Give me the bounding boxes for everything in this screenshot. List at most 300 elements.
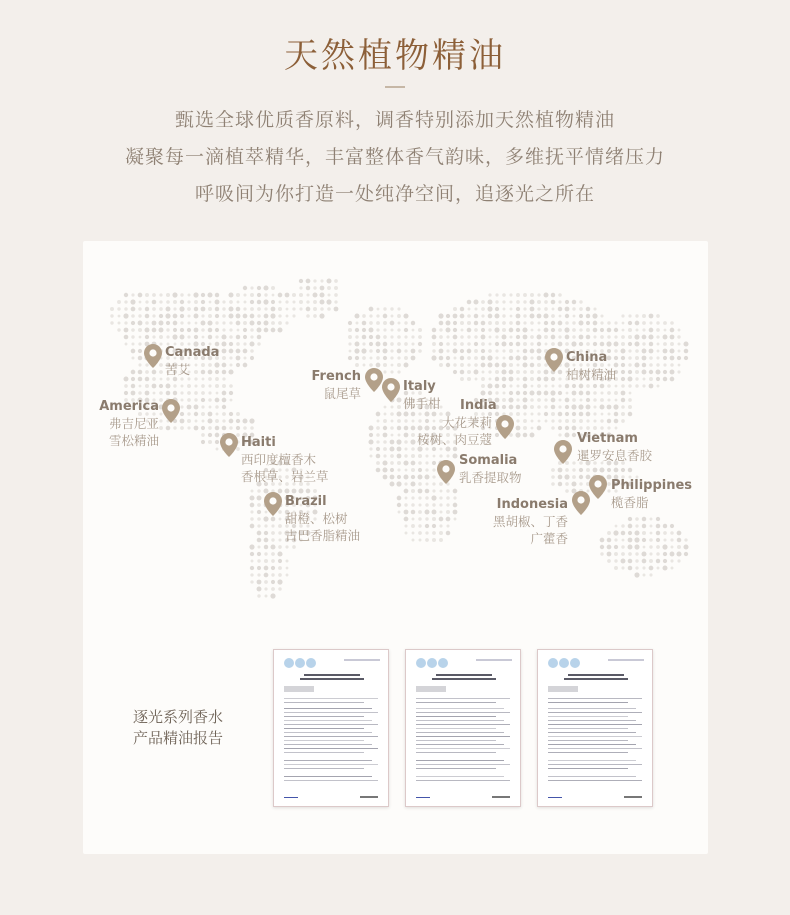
map-dot — [286, 574, 289, 577]
map-dot — [201, 405, 204, 408]
map-dot — [292, 545, 296, 549]
map-dot — [187, 426, 190, 429]
map-dot — [642, 356, 647, 361]
map-dot — [649, 559, 653, 563]
map-dot — [635, 517, 639, 521]
map-dot — [509, 405, 514, 410]
map-dot — [418, 349, 422, 353]
map-dot — [334, 300, 337, 303]
map-dot — [579, 482, 582, 485]
map-dot — [110, 307, 114, 311]
map-dot — [383, 363, 387, 367]
map-dot — [236, 363, 240, 367]
map-dot — [502, 363, 507, 368]
map-dot — [411, 349, 416, 354]
origin-material: 榄香脂 — [611, 495, 649, 510]
map-dot — [376, 349, 380, 353]
map-dot — [502, 300, 505, 303]
map-dot — [362, 356, 366, 360]
title-divider — [385, 86, 405, 88]
origin-america — [97, 399, 159, 449]
map-dot — [551, 328, 555, 332]
map-dot — [543, 313, 548, 318]
map-dot — [537, 335, 542, 340]
map-dot — [376, 328, 379, 331]
map-dot — [418, 524, 421, 527]
map-dot — [622, 329, 625, 332]
map-dot — [201, 433, 205, 437]
map-dot — [313, 286, 316, 289]
map-dot — [529, 390, 534, 395]
map-dot — [278, 314, 281, 317]
map-dot — [635, 566, 638, 569]
map-dot — [607, 419, 611, 423]
map-dot — [579, 342, 583, 346]
map-dot — [419, 539, 422, 542]
map-dot — [572, 328, 576, 332]
map-dot — [607, 321, 610, 324]
map-dot — [656, 321, 659, 324]
map-dot — [530, 349, 535, 354]
map-dot — [180, 419, 185, 424]
map-dot — [649, 349, 654, 354]
map-dot — [551, 419, 554, 422]
map-dot — [439, 510, 442, 513]
map-dot — [600, 321, 603, 324]
map-dot — [131, 370, 136, 375]
map-dot — [599, 404, 604, 409]
map-dot — [257, 510, 261, 514]
origin-material: 大花茉莉 — [441, 415, 492, 430]
map-dot — [509, 384, 512, 387]
map-dot — [257, 545, 260, 548]
map-dot — [628, 468, 632, 472]
map-dot — [649, 342, 653, 346]
map-dot — [558, 475, 563, 480]
map-dot — [551, 398, 556, 403]
location-pin-icon — [144, 344, 162, 368]
map-dot — [383, 307, 386, 310]
map-dot — [495, 356, 498, 359]
map-dot — [348, 342, 351, 345]
map-dot — [628, 538, 633, 543]
map-dot — [621, 552, 625, 556]
map-dot — [131, 328, 135, 332]
map-dot — [222, 391, 227, 396]
map-dot — [411, 454, 415, 458]
map-dot — [579, 475, 583, 479]
map-dot — [391, 434, 394, 437]
map-dot — [571, 341, 576, 346]
map-dot — [621, 524, 625, 528]
map-dot — [425, 482, 428, 485]
map-dot — [544, 300, 548, 304]
map-dot — [460, 335, 464, 339]
map-dot — [523, 433, 528, 438]
map-dot — [656, 545, 660, 549]
origin-map-panel — [83, 241, 708, 854]
map-dot — [180, 314, 184, 318]
map-dot — [404, 503, 407, 506]
map-dot — [418, 482, 422, 486]
map-dot — [530, 363, 535, 368]
map-dot — [600, 391, 603, 394]
map-dot — [663, 363, 666, 366]
map-dot — [607, 426, 610, 429]
map-dot — [285, 559, 288, 562]
map-dot — [306, 279, 311, 284]
map-dot — [236, 293, 240, 297]
report-label — [133, 707, 223, 749]
map-dot — [194, 335, 198, 339]
map-dot — [663, 524, 667, 528]
map-dot — [650, 532, 653, 535]
map-dot — [642, 342, 645, 345]
map-dot — [643, 546, 646, 549]
map-dot — [286, 567, 289, 570]
map-dot — [439, 531, 443, 535]
map-dot — [370, 357, 373, 360]
map-dot — [173, 384, 176, 387]
map-dot — [243, 363, 248, 368]
map-dot — [285, 293, 290, 298]
map-dot — [515, 432, 520, 437]
map-dot — [572, 433, 576, 437]
map-dot — [460, 314, 465, 319]
map-dot — [243, 342, 246, 345]
map-dot — [628, 398, 632, 402]
map-dot — [474, 349, 478, 353]
map-dot — [355, 335, 358, 338]
map-dot — [180, 328, 184, 332]
map-dot — [250, 335, 253, 338]
map-dot — [257, 566, 261, 570]
certificate-document-1[interactable] — [273, 649, 389, 807]
map-dot — [439, 496, 442, 499]
map-dot — [615, 427, 618, 430]
map-dot — [453, 321, 457, 325]
map-dot — [376, 447, 380, 451]
map-dot — [488, 391, 492, 395]
map-dot — [264, 328, 269, 333]
map-dot — [643, 378, 646, 381]
map-dot — [572, 468, 575, 471]
map-dot — [215, 419, 219, 423]
map-dot — [230, 399, 233, 402]
map-dot — [369, 433, 373, 437]
map-dot — [649, 363, 653, 367]
map-dot — [446, 503, 449, 506]
map-dot — [558, 426, 562, 430]
map-dot — [475, 378, 478, 381]
map-dot — [558, 293, 562, 297]
map-dot — [383, 440, 387, 444]
map-dot — [508, 397, 513, 402]
map-dot — [242, 418, 247, 423]
map-dot — [292, 307, 295, 310]
map-dot — [516, 335, 520, 339]
map-dot — [495, 293, 498, 296]
map-dot — [607, 531, 611, 535]
map-dot — [523, 384, 528, 389]
map-dot — [411, 510, 416, 515]
location-pin-icon — [437, 460, 455, 484]
map-dot — [642, 321, 646, 325]
map-dot — [663, 552, 667, 556]
map-dot — [390, 335, 393, 338]
map-dot — [544, 307, 548, 311]
map-dot — [313, 300, 317, 304]
map-dot — [551, 482, 555, 486]
map-dot — [629, 392, 632, 395]
map-dot — [649, 566, 654, 571]
map-dot — [243, 314, 248, 319]
map-dot — [369, 307, 374, 312]
map-dot — [593, 412, 596, 415]
map-dot — [424, 474, 429, 479]
map-dot — [454, 518, 457, 521]
map-dot — [516, 405, 521, 410]
map-dot — [467, 370, 471, 374]
origin-india — [408, 398, 497, 448]
map-dot — [649, 328, 654, 333]
map-dot — [593, 426, 597, 430]
map-dot — [131, 349, 136, 354]
map-dot — [460, 342, 464, 346]
origin-canada — [165, 345, 219, 378]
map-dot — [642, 531, 646, 535]
map-dot — [558, 307, 563, 312]
map-dot — [642, 566, 645, 569]
map-dot — [537, 342, 541, 346]
map-dot — [614, 559, 617, 562]
map-dot — [118, 322, 121, 325]
map-dot — [432, 349, 435, 352]
map-dot — [194, 307, 198, 311]
map-dot — [202, 336, 205, 339]
map-dot — [383, 314, 388, 319]
map-dot — [411, 475, 415, 479]
description — [0, 102, 790, 213]
map-dot — [467, 335, 470, 338]
origin-material: 佛手柑 — [403, 396, 441, 411]
map-dot — [558, 412, 563, 417]
map-dot — [173, 314, 178, 319]
map-dot — [243, 307, 246, 310]
map-dot — [411, 342, 414, 345]
map-dot — [573, 315, 576, 318]
map-dot — [642, 363, 646, 367]
map-dot — [509, 300, 512, 303]
map-dot — [439, 517, 444, 522]
map-dot — [677, 370, 680, 373]
map-dot — [425, 524, 429, 528]
map-dot — [634, 334, 639, 339]
map-dot — [362, 328, 366, 332]
map-dot — [397, 496, 402, 501]
map-dot — [187, 314, 190, 317]
map-dot — [277, 579, 282, 584]
map-dot — [368, 439, 373, 444]
map-dot — [614, 328, 618, 332]
map-dot — [656, 531, 660, 535]
map-dot — [432, 342, 436, 346]
map-dot — [530, 321, 534, 325]
map-dot — [180, 426, 184, 430]
map-dot — [173, 307, 176, 310]
map-dot — [432, 503, 435, 506]
map-dot — [222, 321, 225, 324]
map-dot — [545, 343, 548, 346]
map-dot — [446, 356, 450, 360]
location-pin-icon — [496, 415, 514, 439]
map-dot — [390, 468, 394, 472]
map-dot — [418, 510, 422, 514]
map-dot — [572, 321, 575, 324]
map-dot — [376, 363, 381, 368]
map-dot — [509, 370, 514, 375]
map-dot — [648, 334, 653, 339]
map-dot — [251, 490, 254, 493]
map-dot — [264, 538, 269, 543]
map-dot — [530, 335, 534, 339]
map-dot — [481, 321, 486, 326]
map-dot — [215, 384, 219, 388]
map-dot — [383, 321, 387, 325]
map-dot — [579, 468, 583, 472]
map-dot — [376, 321, 380, 325]
map-dot — [572, 300, 576, 304]
map-dot — [446, 489, 450, 493]
map-dot — [202, 420, 205, 423]
map-dot — [397, 349, 402, 354]
map-dot — [124, 335, 129, 340]
map-dot — [586, 384, 590, 388]
map-dot — [670, 538, 673, 541]
map-dot — [656, 524, 661, 529]
description-line-1: 甄选全球优质香原料，调香特别添加天然植物精油 — [174, 109, 615, 131]
map-dot — [670, 363, 674, 367]
map-dot — [292, 489, 297, 494]
map-dot — [208, 335, 212, 339]
origin-name: Brazil — [285, 494, 327, 509]
map-dot — [243, 356, 246, 359]
map-dot — [621, 377, 625, 381]
map-dot — [397, 447, 402, 452]
map-dot — [326, 299, 331, 304]
map-dot — [559, 315, 562, 318]
map-dot — [474, 321, 478, 325]
map-dot — [495, 391, 498, 394]
map-dot — [278, 573, 282, 577]
map-dot — [390, 342, 394, 346]
map-dot — [194, 314, 199, 319]
map-dot — [670, 552, 675, 557]
map-dot — [614, 419, 619, 424]
map-dot — [628, 517, 632, 521]
map-dot — [286, 315, 289, 318]
map-dot — [537, 349, 542, 354]
map-dot — [649, 370, 653, 374]
map-dot — [278, 538, 281, 541]
map-dot — [383, 433, 388, 438]
map-dot — [530, 307, 535, 312]
map-dot — [558, 419, 561, 422]
map-dot — [438, 313, 443, 318]
map-dot — [180, 321, 183, 324]
map-dot — [649, 356, 653, 360]
map-dot — [621, 405, 625, 409]
map-dot — [593, 335, 596, 338]
map-dot — [551, 293, 555, 297]
map-dot — [404, 328, 408, 332]
map-dot — [201, 384, 205, 388]
map-dot — [195, 322, 198, 325]
map-dot — [481, 384, 485, 388]
map-dot — [627, 544, 632, 549]
map-dot — [284, 488, 289, 493]
map-dot — [481, 349, 485, 353]
map-dot — [221, 334, 226, 339]
map-dot — [138, 363, 141, 366]
map-dot — [516, 426, 521, 431]
map-dot — [411, 321, 415, 325]
map-dot — [558, 482, 562, 486]
map-dot — [607, 398, 610, 401]
map-dot — [159, 300, 162, 303]
map-dot — [222, 405, 226, 409]
map-dot — [544, 398, 547, 401]
map-dot — [565, 489, 569, 493]
origin-name: China — [566, 350, 608, 365]
map-dot — [607, 552, 612, 557]
map-dot — [432, 475, 435, 478]
map-dot — [145, 335, 149, 339]
map-dot — [257, 300, 261, 304]
certificate-document-3[interactable] — [537, 649, 653, 807]
map-dot — [391, 420, 394, 423]
certificate-document-2[interactable] — [405, 649, 521, 807]
map-dot — [565, 419, 569, 423]
map-dot — [558, 377, 561, 380]
map-dot — [537, 391, 542, 396]
map-dot — [509, 328, 514, 333]
map-dot — [313, 279, 316, 282]
map-dot — [621, 384, 625, 388]
map-dot — [257, 580, 262, 585]
map-dot — [677, 559, 680, 562]
origin-material: 桉树、肉豆蔻 — [416, 432, 492, 447]
map-dot — [264, 559, 268, 563]
map-dot — [537, 321, 540, 324]
map-dot — [579, 384, 584, 389]
map-dot — [634, 362, 639, 367]
map-dot — [606, 341, 611, 346]
map-dot — [159, 391, 163, 395]
map-dot — [614, 335, 617, 338]
origin-name: Philippines — [611, 478, 693, 493]
map-dot — [236, 412, 240, 416]
map-dot — [642, 559, 647, 564]
map-dot — [418, 342, 422, 346]
map-dot — [278, 524, 282, 528]
map-dot — [306, 314, 310, 318]
map-dot — [662, 565, 667, 570]
map-dot — [222, 419, 225, 422]
map-dot — [634, 341, 639, 346]
map-dot — [201, 398, 205, 402]
map-dot — [677, 531, 682, 536]
